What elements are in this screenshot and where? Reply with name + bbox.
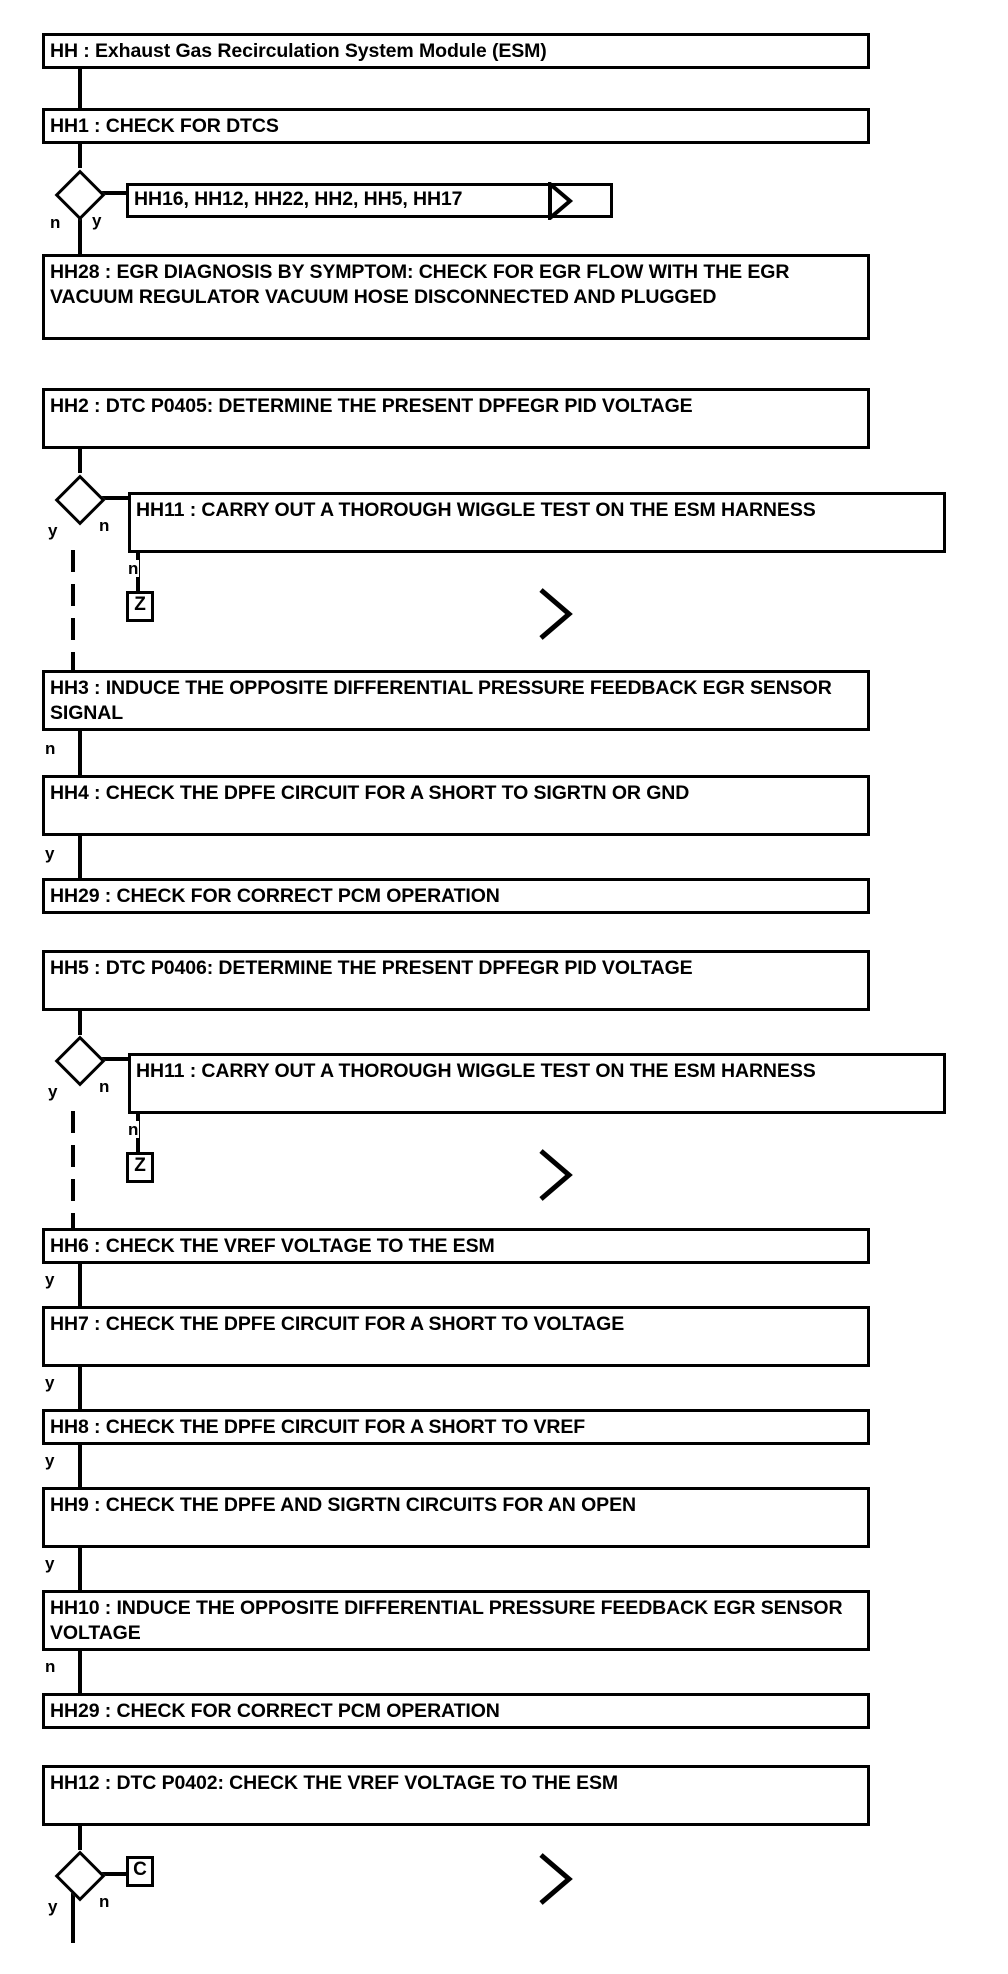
- edge-hh8-to-hh9: [78, 1445, 82, 1487]
- node-hh9[interactable]: HH9 : CHECK THE DPFE AND SIGRTN CIRCUITS FOR AN OPEN: [42, 1487, 870, 1548]
- edge-d3-y-dashed: [71, 1111, 75, 1229]
- edge-label-d2-n2: n: [128, 559, 139, 578]
- edge-label-d3-y: y: [48, 1082, 58, 1101]
- node-hh5[interactable]: HH5 : DTC P0406: DETERMINE THE PRESENT DPFEGR PID VOLTAGE: [42, 950, 870, 1011]
- edge-hh10-to-hh29b: [78, 1651, 82, 1693]
- edge-hh12-to-decision4: [78, 1826, 82, 1850]
- edge-hh4-to-hh29a: [78, 836, 82, 878]
- edge-label-d3-n: n: [99, 1077, 110, 1096]
- node-hh6[interactable]: HH6 : CHECK THE VREF VOLTAGE TO THE ESM: [42, 1228, 870, 1264]
- edge-hh7-to-hh8: [78, 1367, 82, 1409]
- edge-hh9-to-hh10: [78, 1548, 82, 1590]
- edge-label-hh7-y: y: [45, 1373, 55, 1392]
- edge-label-d2-n: n: [99, 516, 110, 535]
- edge-label-d1-y: y: [92, 211, 102, 230]
- connector-c[interactable]: C: [126, 1856, 154, 1887]
- node-hh29-b[interactable]: HH29 : CHECK FOR CORRECT PCM OPERATION: [42, 1693, 870, 1729]
- page-continuation-chevron-1: [535, 586, 577, 642]
- edge-label-hh10-n: n: [45, 1657, 56, 1676]
- connector-z-a[interactable]: Z: [126, 591, 154, 622]
- node-hh2[interactable]: HH2 : DTC P0405: DETERMINE THE PRESENT DPFEGR PID VOLTAGE: [42, 388, 870, 449]
- edge-hh-to-hh1: [78, 69, 82, 108]
- edge-hh2-to-decision2: [78, 449, 82, 473]
- edge-label-d3-n2: n: [128, 1120, 139, 1139]
- edge-d4-y-down: [71, 1893, 75, 1943]
- edge-hh6-to-hh7: [78, 1264, 82, 1306]
- node-hh1[interactable]: HH1 : CHECK FOR DTCS: [42, 108, 870, 144]
- edge-label-d2-y: y: [48, 521, 58, 540]
- page-continuation-chevron-3: [535, 1851, 577, 1907]
- node-hh8[interactable]: HH8 : CHECK THE DPFE CIRCUIT FOR A SHORT TO VREF: [42, 1409, 870, 1445]
- node-hh29-a[interactable]: HH29 : CHECK FOR CORRECT PCM OPERATION: [42, 878, 870, 914]
- edge-label-d4-n: n: [99, 1892, 110, 1911]
- edge-label-d4-y: y: [48, 1897, 58, 1916]
- node-reference-list[interactable]: HH16, HH12, HH22, HH2, HH5, HH17: [126, 183, 613, 218]
- page-continuation-chevron-2: [535, 1147, 577, 1203]
- edge-label-hh8-y: y: [45, 1451, 55, 1470]
- node-hh28[interactable]: HH28 : EGR DIAGNOSIS BY SYMPTOM: CHECK FOR EGR FLOW WITH THE EGR VACUUM REGULATOR VACUUM HOSE DISCONNECTED AND PLUGGED: [42, 254, 870, 340]
- node-hh11-b[interactable]: HH11 : CARRY OUT A THOROUGH WIGGLE TEST ON THE ESM HARNESS: [128, 1053, 946, 1114]
- node-hh3[interactable]: HH3 : INDUCE THE OPPOSITE DIFFERENTIAL PRESSURE FEEDBACK EGR SENSOR SIGNAL: [42, 670, 870, 731]
- edge-label-hh3-n: n: [45, 739, 56, 758]
- node-hh7[interactable]: HH7 : CHECK THE DPFE CIRCUIT FOR A SHORT TO VOLTAGE: [42, 1306, 870, 1367]
- edge-label-hh6-y: y: [45, 1270, 55, 1289]
- edge-d2-y-dashed: [71, 550, 75, 670]
- edge-hh5-to-decision3: [78, 1011, 82, 1035]
- edge-label-hh9-y: y: [45, 1554, 55, 1573]
- arrow-reference-list: [548, 182, 588, 220]
- node-hh12[interactable]: HH12 : DTC P0402: CHECK THE VREF VOLTAGE TO THE ESM: [42, 1765, 870, 1826]
- edge-label-hh4-y: y: [45, 844, 55, 863]
- node-hh4[interactable]: HH4 : CHECK THE DPFE CIRCUIT FOR A SHORT TO SIGRTN OR GND: [42, 775, 870, 836]
- node-hh11-a[interactable]: HH11 : CARRY OUT A THOROUGH WIGGLE TEST ON THE ESM HARNESS: [128, 492, 946, 553]
- edge-hh1-to-decision1: [78, 144, 82, 168]
- edge-hh3-to-hh4: [78, 731, 82, 775]
- edge-label-d1-n: n: [50, 213, 61, 232]
- node-hh[interactable]: HH : Exhaust Gas Recirculation System Module (ESM): [42, 33, 870, 69]
- node-hh10[interactable]: HH10 : INDUCE THE OPPOSITE DIFFERENTIAL PRESSURE FEEDBACK EGR SENSOR VOLTAGE: [42, 1590, 870, 1651]
- connector-z-b[interactable]: Z: [126, 1152, 154, 1183]
